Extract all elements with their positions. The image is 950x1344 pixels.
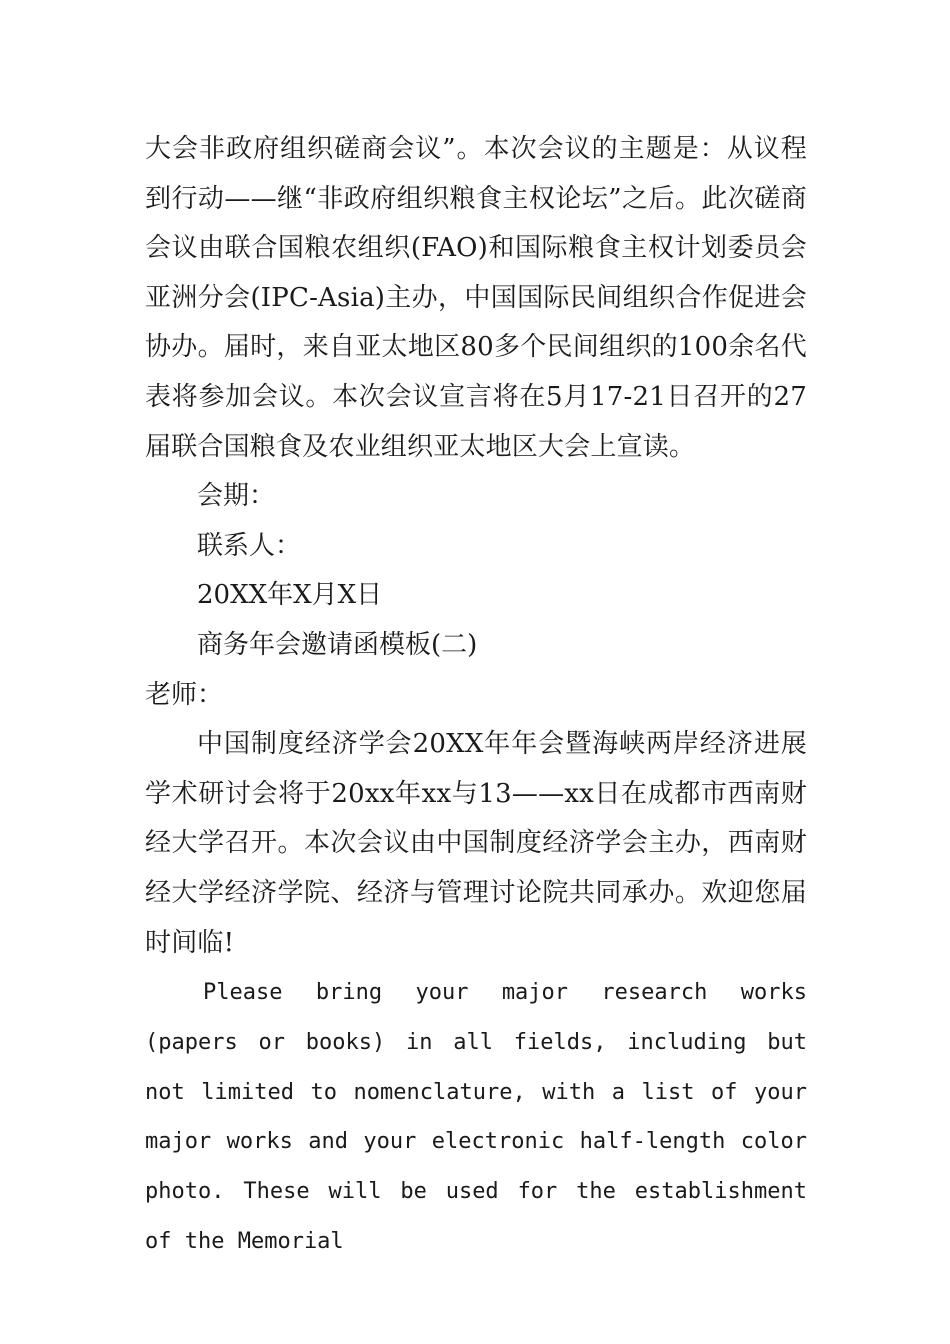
salutation: 老师： bbox=[145, 679, 224, 710]
invitation-paragraph: 中国制度经济学会20XX年年会暨海峡两岸经济进展学术研讨会将于20xx年xx与13——xx日在成都市西南财经大学召开。本次会议由中国制度经济学会主办，西南财经大学经济学院、经济与管理讨论院共同承办。欢迎您届时间临! bbox=[145, 729, 807, 958]
contact-label: 联系人： bbox=[197, 530, 302, 561]
meeting-date-label: 会期： bbox=[197, 481, 276, 512]
date-line: 20XX年X月X日 bbox=[197, 580, 383, 611]
document-body bbox=[145, 125, 807, 1266]
intro-paragraph: 大会非政府组织磋商会议”。本次会议的主题是：从议程到行动——继“非政府组织粮食主权论坛”之后。此次磋商会议由联合国粮农组织(FAO)和国际粮食主权计划委员会亚洲分会(IPC-Asia)主办，中国国际民间组织合作促进会协办。届时，来自亚太地区80多个民间组织的100余名代表将参加会议。本次会议宣言将在5月17-21日召开的27届联合国粮食及农业组织亚太地区大会上宣读。 bbox=[145, 134, 807, 462]
section-heading: 商务年会邀请函模板(二) bbox=[197, 629, 478, 660]
english-paragraph: Please bring your major research works (papers or books) in all fields, including but not limited to nomenclature, with a list of your major works and your electronic half-length color photo. These will be used for the establishment of the Memorial bbox=[145, 980, 807, 1254]
